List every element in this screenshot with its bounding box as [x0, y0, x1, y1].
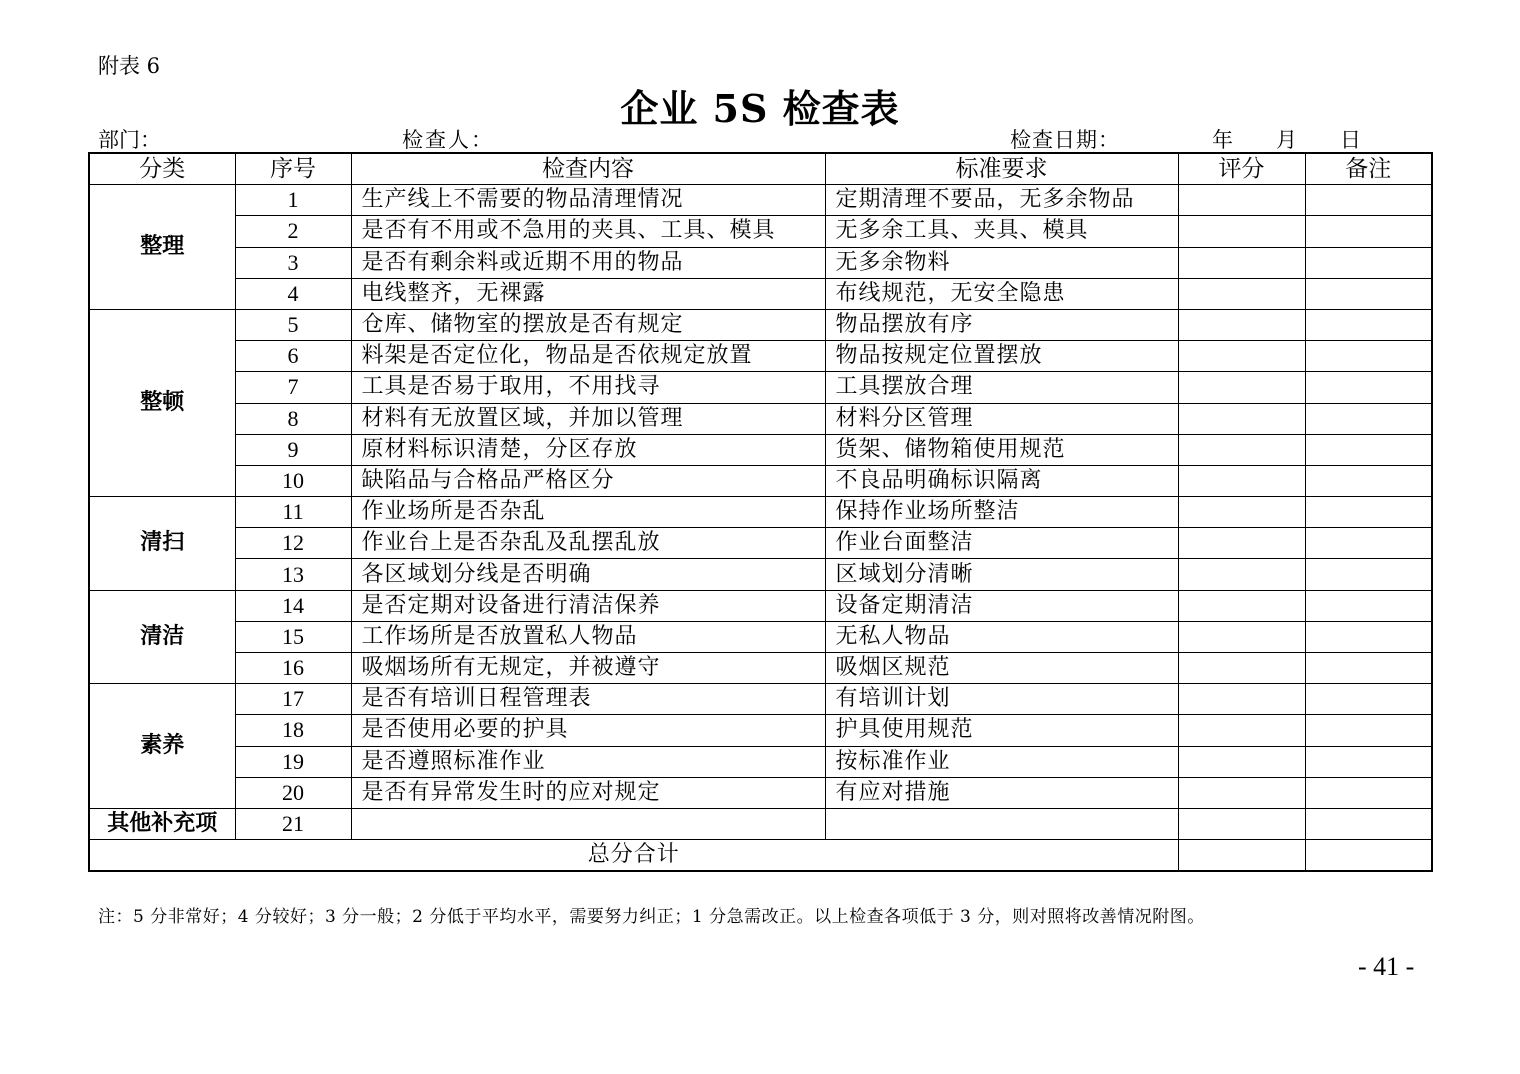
total-label: 总分合计 [89, 840, 1178, 872]
table-row [89, 808, 1432, 839]
row-standard: 无多余物料 [825, 247, 1178, 278]
score-cell[interactable] [1178, 559, 1305, 590]
row-number: 3 [235, 247, 351, 278]
row-number: 17 [235, 684, 351, 715]
table-row [89, 528, 1432, 559]
row-standard: 货架、储物箱使用规范 [825, 434, 1178, 465]
row-content: 工作场所是否放置私人物品 [351, 621, 825, 652]
row-number: 10 [235, 465, 351, 496]
row-content: 料架是否定位化，物品是否依规定放置 [351, 341, 825, 372]
remarks-cell[interactable] [1305, 372, 1432, 403]
row-content: 吸烟场所有无规定，并被遵守 [351, 653, 825, 684]
score-cell[interactable] [1178, 216, 1305, 247]
score-cell[interactable] [1178, 372, 1305, 403]
row-standard: 护具使用规范 [825, 715, 1178, 746]
row-number: 7 [235, 372, 351, 403]
page-number: - 41 - [1358, 952, 1415, 981]
remarks-cell[interactable] [1305, 715, 1432, 746]
score-cell[interactable] [1178, 247, 1305, 278]
remarks-cell[interactable] [1305, 278, 1432, 309]
row-standard: 有培训计划 [825, 684, 1178, 715]
row-standard: 按标准作业 [825, 746, 1178, 777]
header-content: 检查内容 [351, 153, 825, 185]
table-row [89, 590, 1432, 621]
row-number: 2 [235, 216, 351, 247]
row-number: 20 [235, 777, 351, 808]
row-number: 12 [235, 528, 351, 559]
remarks-cell[interactable] [1305, 497, 1432, 528]
score-cell[interactable] [1178, 590, 1305, 621]
remarks-cell[interactable] [1305, 590, 1432, 621]
row-content: 电线整齐，无裸露 [351, 278, 825, 309]
header-standard: 标准要求 [825, 153, 1178, 185]
score-cell[interactable] [1178, 528, 1305, 559]
row-content: 各区域划分线是否明确 [351, 559, 825, 590]
row-standard: 设备定期清洁 [825, 590, 1178, 621]
attachment-label: 附表 6 [98, 54, 161, 78]
score-cell[interactable] [1178, 434, 1305, 465]
row-standard[interactable] [825, 808, 1178, 839]
remarks-cell[interactable] [1305, 309, 1432, 340]
row-standard: 保持作业场所整洁 [825, 497, 1178, 528]
table-row [89, 746, 1432, 777]
row-content: 是否有培训日程管理表 [351, 684, 825, 715]
header-remarks: 备注 [1305, 153, 1432, 185]
category-set-in-order: 整顿 [89, 309, 235, 496]
row-content[interactable] [351, 808, 825, 839]
table-row [89, 684, 1432, 715]
score-cell[interactable] [1178, 715, 1305, 746]
row-number: 4 [235, 278, 351, 309]
row-standard: 无私人物品 [825, 621, 1178, 652]
total-remarks-cell[interactable] [1305, 840, 1432, 872]
row-number: 19 [235, 746, 351, 777]
row-standard: 吸烟区规范 [825, 653, 1178, 684]
row-content: 是否有剩余料或近期不用的物品 [351, 247, 825, 278]
category-other: 其他补充项 [89, 808, 235, 839]
table-row [89, 465, 1432, 496]
row-content: 缺陷品与合格品严格区分 [351, 465, 825, 496]
score-cell[interactable] [1178, 403, 1305, 434]
table-row [89, 403, 1432, 434]
category-sustain: 素养 [89, 684, 235, 809]
row-number: 5 [235, 309, 351, 340]
row-standard: 工具摆放合理 [825, 372, 1178, 403]
row-standard: 区域划分清晰 [825, 559, 1178, 590]
row-standard: 有应对措施 [825, 777, 1178, 808]
page-title: 企业 5S 检查表 [620, 86, 900, 131]
row-standard: 布线规范，无安全隐患 [825, 278, 1178, 309]
category-standardize: 清洁 [89, 590, 235, 684]
table-row [89, 309, 1432, 340]
row-content: 是否有不用或不急用的夹具、工具、模具 [351, 216, 825, 247]
table-row [89, 715, 1432, 746]
score-cell[interactable] [1178, 278, 1305, 309]
row-content: 是否使用必要的护具 [351, 715, 825, 746]
row-content: 作业台上是否杂乱及乱摆乱放 [351, 528, 825, 559]
row-content: 是否遵照标准作业 [351, 746, 825, 777]
remarks-cell[interactable] [1305, 465, 1432, 496]
row-standard: 作业台面整洁 [825, 528, 1178, 559]
table-row [89, 341, 1432, 372]
date-month: 月 [1276, 128, 1297, 152]
date-label: 检查日期： [1010, 128, 1120, 152]
scoring-note: 注：5 分非常好；4 分较好；3 分一般；2 分低于平均水平，需要努力纠正；1 分急需改正。以上检查各项低于 3 分，则对照将改善情况附图。 [98, 907, 1205, 927]
date-day: 日 [1340, 128, 1361, 152]
row-number: 11 [235, 497, 351, 528]
inspector-label: 检查人： [402, 128, 494, 152]
table-row [89, 497, 1432, 528]
score-cell[interactable] [1178, 684, 1305, 715]
header-score: 评分 [1178, 153, 1305, 185]
table-row [89, 278, 1432, 309]
category-shine: 清扫 [89, 497, 235, 591]
score-cell[interactable] [1178, 621, 1305, 652]
row-number: 13 [235, 559, 351, 590]
remarks-cell[interactable] [1305, 185, 1432, 216]
remarks-cell[interactable] [1305, 746, 1432, 777]
table-row [89, 247, 1432, 278]
row-number: 9 [235, 434, 351, 465]
remarks-cell[interactable] [1305, 777, 1432, 808]
row-standard: 不良品明确标识隔离 [825, 465, 1178, 496]
row-standard: 物品摆放有序 [825, 309, 1178, 340]
header-category: 分类 [89, 153, 235, 185]
table-row [89, 777, 1432, 808]
row-content: 作业场所是否杂乱 [351, 497, 825, 528]
row-standard: 定期清理不要品，无多余物品 [825, 185, 1178, 216]
row-number: 18 [235, 715, 351, 746]
score-cell[interactable] [1178, 497, 1305, 528]
table-header-row [89, 153, 1432, 185]
score-cell[interactable] [1178, 185, 1305, 216]
score-cell[interactable] [1178, 777, 1305, 808]
remarks-cell[interactable] [1305, 434, 1432, 465]
row-content: 生产线上不需要的物品清理情况 [351, 185, 825, 216]
remarks-cell[interactable] [1305, 684, 1432, 715]
score-cell[interactable] [1178, 653, 1305, 684]
department-label: 部门： [98, 128, 161, 152]
table-row [89, 434, 1432, 465]
table-row [89, 216, 1432, 247]
row-number: 1 [235, 185, 351, 216]
score-cell[interactable] [1178, 746, 1305, 777]
table-row [89, 185, 1432, 216]
row-content: 工具是否易于取用，不用找寻 [351, 372, 825, 403]
row-number: 8 [235, 403, 351, 434]
score-cell[interactable] [1178, 465, 1305, 496]
score-cell[interactable] [1178, 808, 1305, 839]
category-sort: 整理 [89, 185, 235, 310]
row-number: 16 [235, 653, 351, 684]
header-number: 序号 [235, 153, 351, 185]
row-number: 6 [235, 341, 351, 372]
remarks-cell[interactable] [1305, 341, 1432, 372]
remarks-cell[interactable] [1305, 216, 1432, 247]
table-row [89, 621, 1432, 652]
total-row [89, 840, 1432, 872]
remarks-cell[interactable] [1305, 653, 1432, 684]
remarks-cell[interactable] [1305, 621, 1432, 652]
score-cell[interactable] [1178, 341, 1305, 372]
row-standard: 材料分区管理 [825, 403, 1178, 434]
row-content: 原材料标识清楚，分区存放 [351, 434, 825, 465]
row-standard: 无多余工具、夹具、模具 [825, 216, 1178, 247]
table-row [89, 559, 1432, 590]
remarks-cell[interactable] [1305, 808, 1432, 839]
row-content: 是否有异常发生时的应对规定 [351, 777, 825, 808]
row-number: 21 [235, 808, 351, 839]
date-year: 年 [1212, 128, 1233, 152]
row-number: 15 [235, 621, 351, 652]
inspection-table [88, 152, 1433, 872]
table-row [89, 372, 1432, 403]
remarks-cell[interactable] [1305, 247, 1432, 278]
remarks-cell[interactable] [1305, 559, 1432, 590]
row-number: 14 [235, 590, 351, 621]
remarks-cell[interactable] [1305, 528, 1432, 559]
row-content: 是否定期对设备进行清洁保养 [351, 590, 825, 621]
row-standard: 物品按规定位置摆放 [825, 341, 1178, 372]
table-row [89, 653, 1432, 684]
row-content: 仓库、储物室的摆放是否有规定 [351, 309, 825, 340]
score-cell[interactable] [1178, 309, 1305, 340]
total-score-cell[interactable] [1178, 840, 1305, 872]
row-content: 材料有无放置区域，并加以管理 [351, 403, 825, 434]
remarks-cell[interactable] [1305, 403, 1432, 434]
